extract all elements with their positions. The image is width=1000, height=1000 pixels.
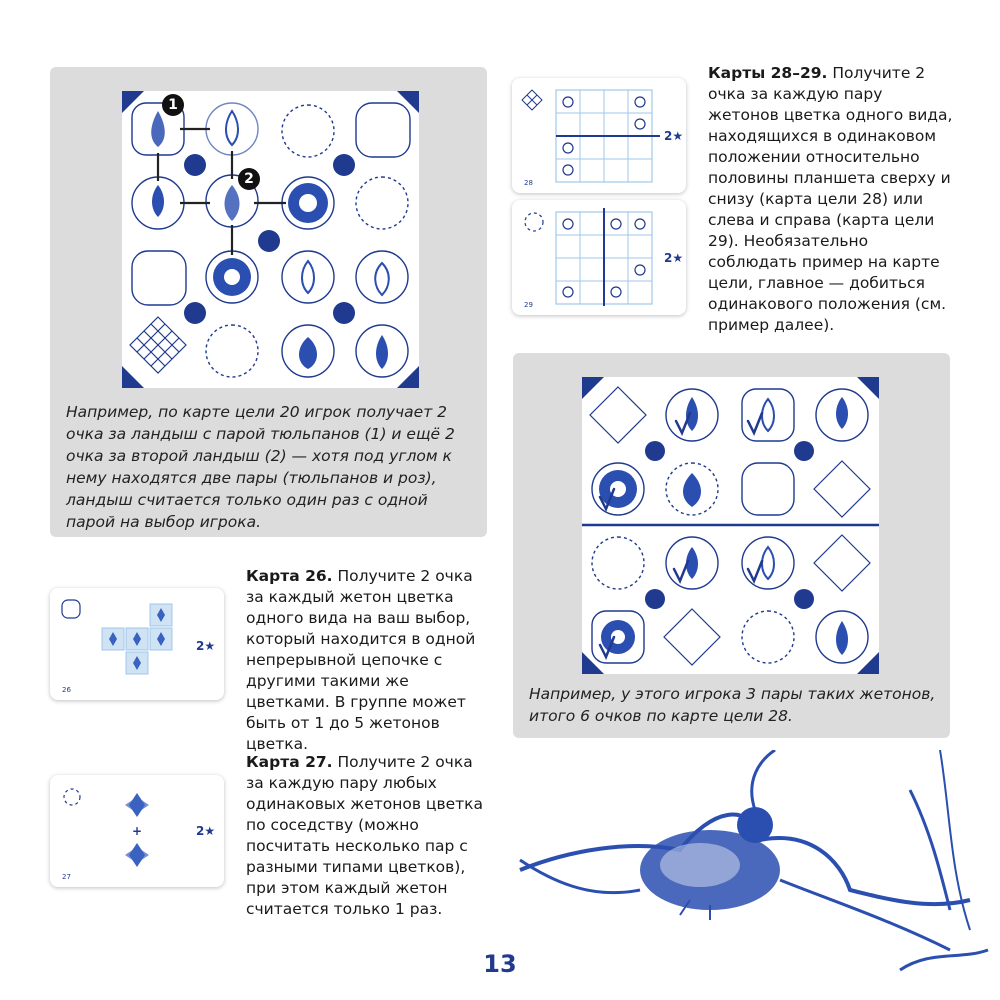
example-28-board — [582, 377, 879, 674]
example-20-board — [122, 91, 419, 388]
card-27-body: Получите 2 очка за каждую пару любых одинаковых жетонов цветка по соседству (можно посчитать несколько пар с разными типами цветков), при этом каждый жетон считается только 1 раз. — [246, 753, 484, 918]
card-27-description — [246, 752, 486, 920]
card-29-art — [512, 200, 686, 315]
example-28-box — [513, 353, 950, 738]
card-28-number: 28 — [524, 179, 533, 187]
gzhel-bird-illustration — [510, 750, 990, 990]
card-26-title: Карта 26. — [246, 567, 333, 585]
card-27-art — [50, 775, 224, 887]
goal-card-28 — [512, 78, 686, 193]
goal-card-26 — [50, 588, 224, 700]
marker-2: 2 — [238, 168, 260, 190]
card-26-description — [246, 566, 486, 755]
example-20-caption: Например, по карте цели 20 игрок получает 2 очка за ландыш с парой тюльпанов (1) и ещё 2 очка за второй ландыш (2) — хотя под углом к нему находятся две пары (тюльпанов и роз), ландыш считается только один раз с одной парой на выбор игрока. — [66, 403, 455, 531]
card-27-points: 2★ — [196, 824, 216, 838]
marker-1: 1 — [162, 94, 184, 116]
card-28-29-body: Получите 2 очка за каждую пару жетонов цветка одного вида, находящихся в одинаковом положении относительно половины планшета сверху и снизу (карта цели 28) или слева и справа (карта цели 29). Необязательно соблюдать пример на карте цели, главное — добиться одинакового положения (см. пример далее). — [708, 64, 953, 334]
card-26-art — [50, 588, 224, 700]
card-28-points: 2★ — [664, 129, 684, 143]
goal-card-27 — [50, 775, 224, 887]
card-29-points: 2★ — [664, 251, 684, 265]
card-28-art — [512, 78, 686, 193]
svg-text:+: + — [132, 824, 143, 838]
card-27-title: Карта 27. — [246, 753, 333, 771]
card-28-29-description — [708, 63, 958, 336]
card-26-body: Получите 2 очка за каждый жетон цветка одного вида на ваш выбор, который находится в одной непрерывной цепочке с другими такими же цветками. В группе может быть от 1 до 5 жетонов цветка. — [246, 567, 476, 753]
card-28-29-title: Карты 28–29. — [708, 64, 828, 82]
card-27-number: 27 — [62, 873, 71, 881]
example-28-caption: Например, у этого игрока 3 пары таких жетонов, итого 6 очков по карте цели 28. — [529, 685, 936, 725]
goal-card-29 — [512, 200, 686, 315]
card-29-number: 29 — [524, 301, 533, 309]
card-26-points: 2★ — [196, 639, 216, 653]
card-26-number: 26 — [62, 686, 71, 694]
example-20-box — [50, 67, 487, 537]
page-number: 13 — [483, 950, 517, 978]
